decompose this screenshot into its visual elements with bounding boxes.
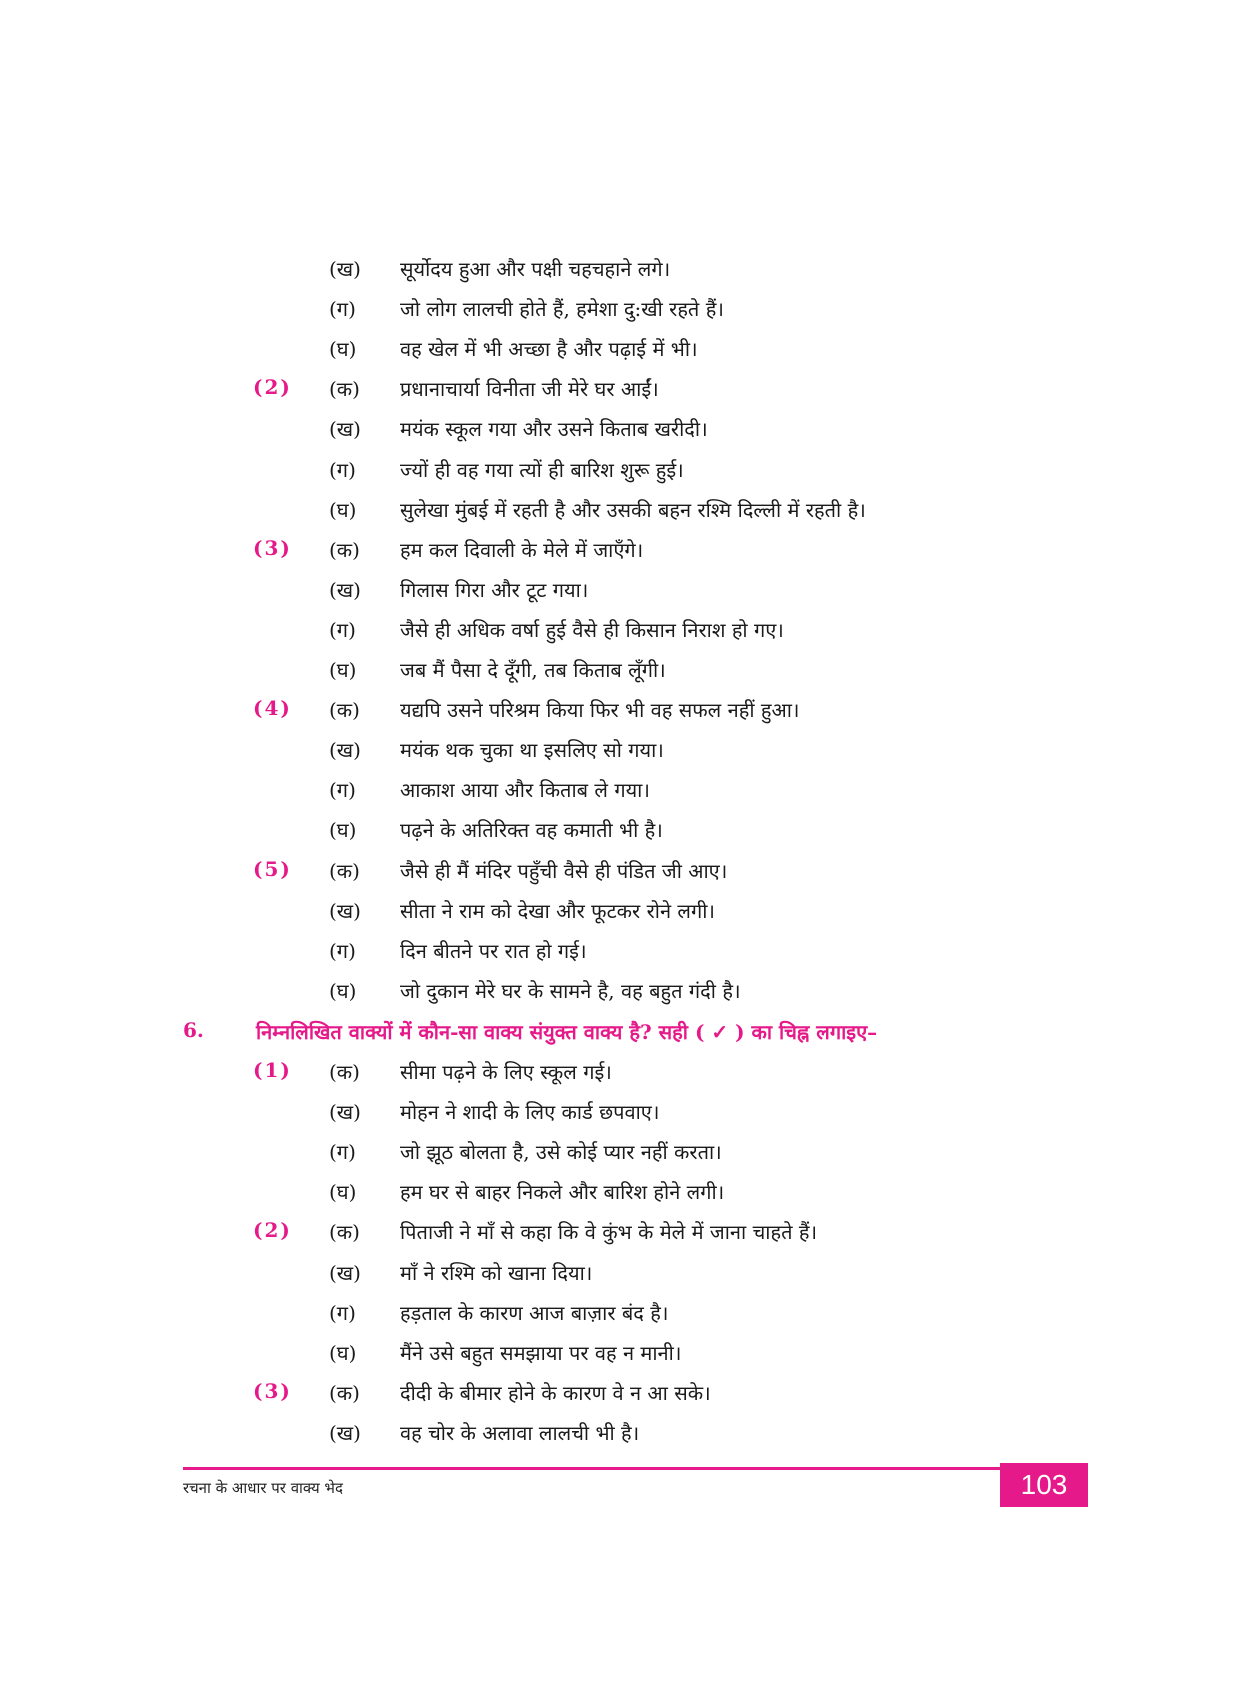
item-option-marker: (ख) [329, 1261, 361, 1285]
item-option-marker: (ख) [329, 257, 361, 281]
item-option-marker: (ख) [329, 417, 361, 441]
item-sentence: हम कल दिवाली के मेले में जाएँगे। [400, 538, 644, 562]
item-option-marker: (क) [329, 859, 360, 883]
item-option-marker: (घ) [329, 818, 357, 842]
item-group-number: (3) [253, 536, 292, 560]
item-sentence: सुलेखा मुंबई में रहती है और उसकी बहन रश्मि दिल्ली में रहती है। [400, 498, 866, 522]
item-sentence: सूर्योदय हुआ और पक्षी चहचहाने लगे। [400, 257, 671, 281]
footer-rule [183, 1467, 1088, 1470]
item-sentence: हम घर से बाहर निकले और बारिश होने लगी। [400, 1180, 725, 1204]
item-option-marker: (ग) [329, 297, 356, 321]
item-option-marker: (घ) [329, 979, 357, 1003]
item-sentence: सीता ने राम को देखा और फूटकर रोने लगी। [400, 899, 715, 923]
item-sentence: प्रधानाचार्या विनीता जी मेरे घर आईं। [400, 377, 659, 401]
item-option-marker: (घ) [329, 658, 357, 682]
item-option-marker: (ख) [329, 1100, 361, 1124]
item-sentence: जब मैं पैसा दे दूँगी, तब किताब लूँगी। [400, 658, 666, 682]
item-sentence: सीमा पढ़ने के लिए स्कूल गई। [400, 1060, 612, 1084]
item-sentence: जैसे ही मैं मंदिर पहुँची वैसे ही पंडित जी आए। [400, 859, 728, 883]
item-option-marker: (क) [329, 698, 360, 722]
item-option-marker: (घ) [329, 1180, 357, 1204]
item-group-number: (5) [253, 857, 292, 881]
item-option-marker: (क) [329, 377, 360, 401]
item-sentence: ज्यों ही वह गया त्यों ही बारिश शुरू हुई। [400, 458, 684, 482]
item-sentence: वह चोर के अलावा लालची भी है। [400, 1421, 640, 1445]
item-sentence: वह खेल में भी अच्छा है और पढ़ाई में भी। [400, 337, 698, 361]
item-option-marker: (ग) [329, 618, 356, 642]
item-sentence: हड़ताल के कारण आज बाज़ार बंद है। [400, 1301, 669, 1325]
item-sentence: गिलास गिरा और टूट गया। [400, 578, 589, 602]
item-sentence: जैसे ही अधिक वर्षा हुई वैसे ही किसान निराश हो गए। [400, 618, 784, 642]
item-sentence: दिन बीतने पर रात हो गई। [400, 939, 587, 963]
item-sentence: पढ़ने के अतिरिक्त वह कमाती भी है। [400, 818, 663, 842]
item-option-marker: (ग) [329, 1140, 356, 1164]
item-group-number: (3) [253, 1379, 292, 1403]
item-option-marker: (ग) [329, 939, 356, 963]
item-option-marker: (क) [329, 1220, 360, 1244]
item-sentence: जो लोग लालची होते हैं, हमेशा दु:खी रहते हैं। [400, 297, 724, 321]
item-option-marker: (ख) [329, 899, 361, 923]
question-number: 6. [183, 1018, 204, 1042]
item-group-number: (4) [253, 696, 292, 720]
item-sentence: यद्यपि उसने परिश्रम किया फिर भी वह सफल नहीं हुआ। [400, 698, 800, 722]
item-option-marker: (ग) [329, 1301, 356, 1325]
item-group-number: (2) [253, 1218, 292, 1242]
item-sentence: मैंने उसे बहुत समझाया पर वह न मानी। [400, 1341, 682, 1365]
item-option-marker: (ग) [329, 458, 356, 482]
item-sentence: पिताजी ने माँ से कहा कि वे कुंभ के मेले में जाना चाहते हैं। [400, 1220, 818, 1244]
item-option-marker: (क) [329, 538, 360, 562]
item-option-marker: (घ) [329, 1341, 357, 1365]
item-sentence: आकाश आया और किताब ले गया। [400, 778, 650, 802]
item-option-marker: (ख) [329, 1421, 361, 1445]
question-text: निम्नलिखित वाक्यों में कौन-सा वाक्य संयुक्त वाक्य है? सही ( ✓ ) का चिह्न लगाइए– [256, 1020, 878, 1044]
item-option-marker: (ख) [329, 578, 361, 602]
item-sentence: जो दुकान मेरे घर के सामने है, वह बहुत गंदी है। [400, 979, 741, 1003]
item-sentence: माँ ने रश्मि को खाना दिया। [400, 1261, 593, 1285]
footer-chapter-title: रचना के आधार पर वाक्य भेद [183, 1479, 343, 1497]
item-group-number: (1) [253, 1058, 292, 1082]
item-option-marker: (ग) [329, 778, 356, 802]
item-option-marker: (ख) [329, 738, 361, 762]
item-option-marker: (क) [329, 1381, 360, 1405]
item-option-marker: (घ) [329, 498, 357, 522]
item-group-number: (2) [253, 375, 292, 399]
item-sentence: मयंक स्कूल गया और उसने किताब खरीदी। [400, 417, 708, 441]
item-sentence: जो झूठ बोलता है, उसे कोई प्यार नहीं करता। [400, 1140, 722, 1164]
page-number-badge: 103 [1000, 1463, 1088, 1507]
item-sentence: दीदी के बीमार होने के कारण वे न आ सके। [400, 1381, 711, 1405]
item-sentence: मोहन ने शादी के लिए कार्ड छपवाए। [400, 1100, 660, 1124]
item-sentence: मयंक थक चुका था इसलिए सो गया। [400, 738, 664, 762]
item-option-marker: (क) [329, 1060, 360, 1084]
item-option-marker: (घ) [329, 337, 357, 361]
